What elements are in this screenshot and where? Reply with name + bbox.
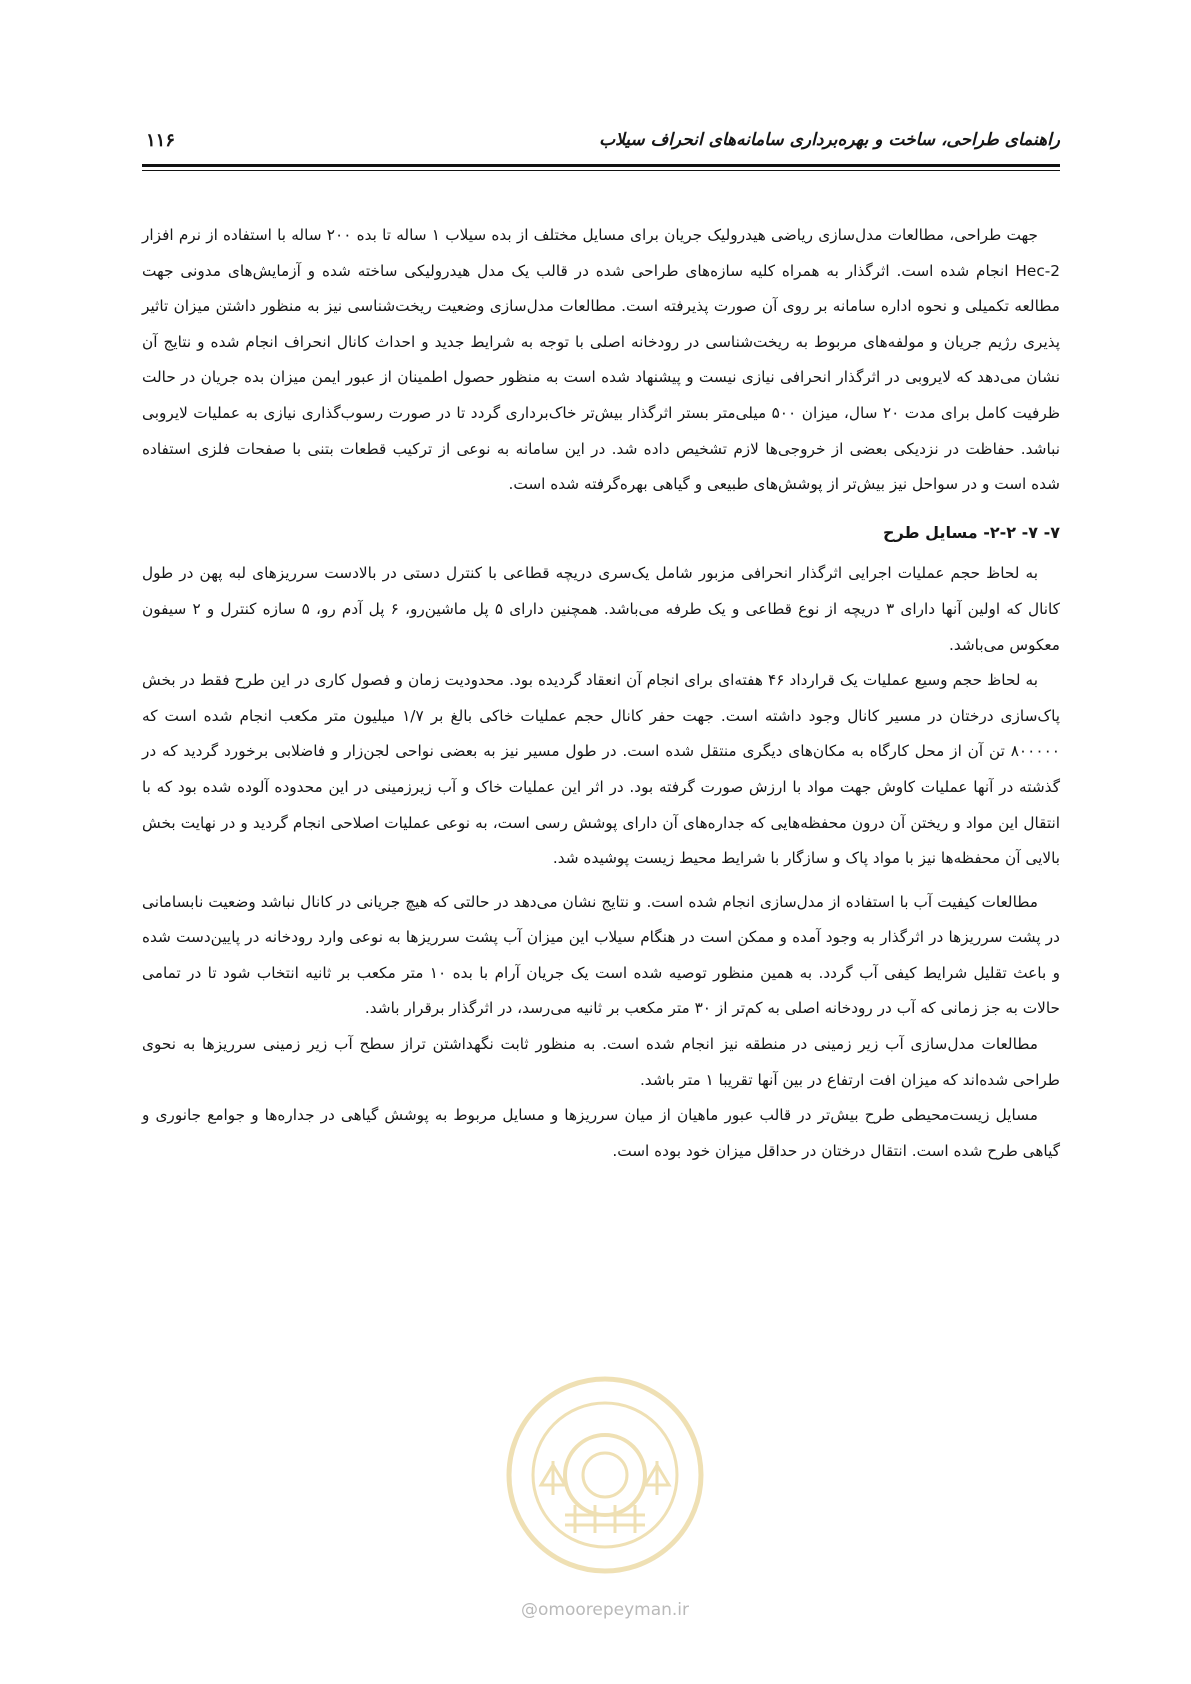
page-number: ۱۱۶: [146, 130, 176, 151]
page-header: [142, 124, 1060, 167]
paragraph-water-quality: مطالعات کیفیت آب با استفاده از مدل‌سازی انجام شده است. و نتایج نشان می‌دهد در حالتی که هیچ جریانی در کانال نباشد وضعیت نابسامانی در پشت سرریزها در اثرگذار به وجود آمده و ممکن است در هنگام سیلاب این میزان آب پشت سرریزها به نوعی وارد رودخانه در پایین‌دست شده و باعث تقلیل شرایط کیفی آب گردد. به همین منظور توصیه شده است یک جریان آرام با بده ۱۰ متر مکعب بر ثانیه انتخاب شود تا در تمامی حالات به جز زمانی که آب در رودخانه اصلی به کم‌تر از ۳۰ متر مکعب بر ثانیه می‌رسد، در اثرگذار برقرار باشد.: [142, 892, 1060, 1018]
paragraph-project-components: به لحاظ حجم عملیات اجرایی اثرگذار انحرافی مزبور شامل یک‌سری دریچه قطاعی با کنترل دستی در بالادست سرریزهای لبه پهن در طول کانال که اولین آنها دارای ۳ دریچه از نوع قطاعی و یک طرفه می‌باشد. همچنین دارای ۵ پل ماشین‌رو، ۶ پل آدم رو، ۵ سازه کنترل و ۲ سیفون معکوس می‌باشد.: [142, 564, 1060, 654]
running-title: راهنمای طراحی، ساخت و بهره‌برداری سامانه‌های انحراف سیلاب: [599, 130, 1060, 150]
paragraph-contract-works: به لحاظ حجم وسیع عملیات یک قرارداد ۴۶ هفته‌ای برای انجام آن انعقاد گردیده بود. محدودیت زمان و فصول کاری در این طرح فقط در بخش پاک‌سازی درختان در مسیر کانال وجود داشته است. جهت حفر کانال حجم عملیات خاکی بالغ بر ۱/۷ میلیون متر مکعب انجام شده است که ۸۰۰۰۰۰ تن آن از محل کارگاه به مکان‌های دیگری منتقل شده است. در طول مسیر نیز به بعضی نواحی لجن‌زار و فاضلابی برخورد گردید که در گذشته در آنها عملیات کاوش جهت مواد با ارزش صورت گرفته بود. در اثر این عملیات خاک و آب زیرزمینی در این محدوده آلوده شده بود که با انتقال این مواد و ریختن آن درون محفظه‌هایی که جداره‌های آن دارای پوشش رسی است، به نوعی عملیات اصلاحی انجام گردید و در نهایت بخش بالایی آن محفظه‌ها نیز با مواد پاک و سازگار با شرایط محیط زیست پوشیده شد.: [142, 671, 1060, 868]
paragraph-environment: مسایل زیست‌محیطی طرح بیش‌تر در قالب عبور ماهیان از میان سرریزها و مسایل مربوط به پوشش گیاهی در جداره‌ها و جوامع جانوری و گیاهی طرح شده است. انتقال درختان در حداقل میزان خود بوده است.: [142, 1106, 1060, 1160]
section-heading: ۷- ۷- ۲-۲- مسایل طرح: [883, 522, 1060, 542]
watermark-site: @omoorepeyman.ir: [520, 1600, 690, 1620]
paragraph-design-studies: جهت طراحی، مطالعات مدل‌سازی ریاضی هیدرولیک جریان برای مسایل مختلف از بده سیلاب ۱ ساله تا بده ۲۰۰ ساله با استفاده از نرم افزار Hec-2 انجام شده است. اثرگذار به همراه کلیه سازه‌های طراحی شده در قالب یک مدل هیدرولیکی ساخته شده و آزمایش‌های مدونی جهت مطالعه تکمیلی و نحوه اداره سامانه بر روی آن صورت پذیرفته است. مطالعات مدل‌سازی وضعیت ریخت‌شناسی نیز به منظور داشتن میزان تاثیر پذیری رژیم جریان و مولفه‌های مربوط به ریخت‌شناسی در رودخانه اصلی با توجه به شرایط جدید و احداث کانال انحراف انجام شده و نتایج آن نشان می‌دهد که لایروبی در اثرگذار انحرافی نیازی نیست و پیشنهاد شده است به منظور حصول اطمینان از عبور ایمن میزان بده جریان در حالت ظرفیت کامل برای مدت ۲۰ سال، میزان ۵۰۰ میلی‌متر بستر اثرگذار بیش‌تر خاک‌برداری گردد تا در صورت رسوب‌گذاری نیازی به عملیات لایروبی نباشد. حفاظت در نزدیکی بعضی از خروجی‌ها لازم تشخیص داده شد. در این سامانه به نوعی از ترکیب قطعات بتنی با صفحات فلزی استفاده شده است و در سواحل نیز بیش‌تر از پوشش‌های طبیعی و گیاهی بهره‌گرفته شده است.: [142, 226, 1060, 494]
paragraph-groundwater: مطالعات مدل‌سازی آب زیر زمینی در منطقه نیز انجام شده است. به منظور ثابت نگهداشتن تراز سطح آب زیر زمینی سرریزها به نحوی طراحی شده‌اند که میزان افت ارتفاع در بین آنها تقریبا ۱ متر باشد.: [142, 1035, 1060, 1089]
body-text: [142, 218, 1060, 1169]
watermark-seal-icon: [505, 1375, 705, 1575]
